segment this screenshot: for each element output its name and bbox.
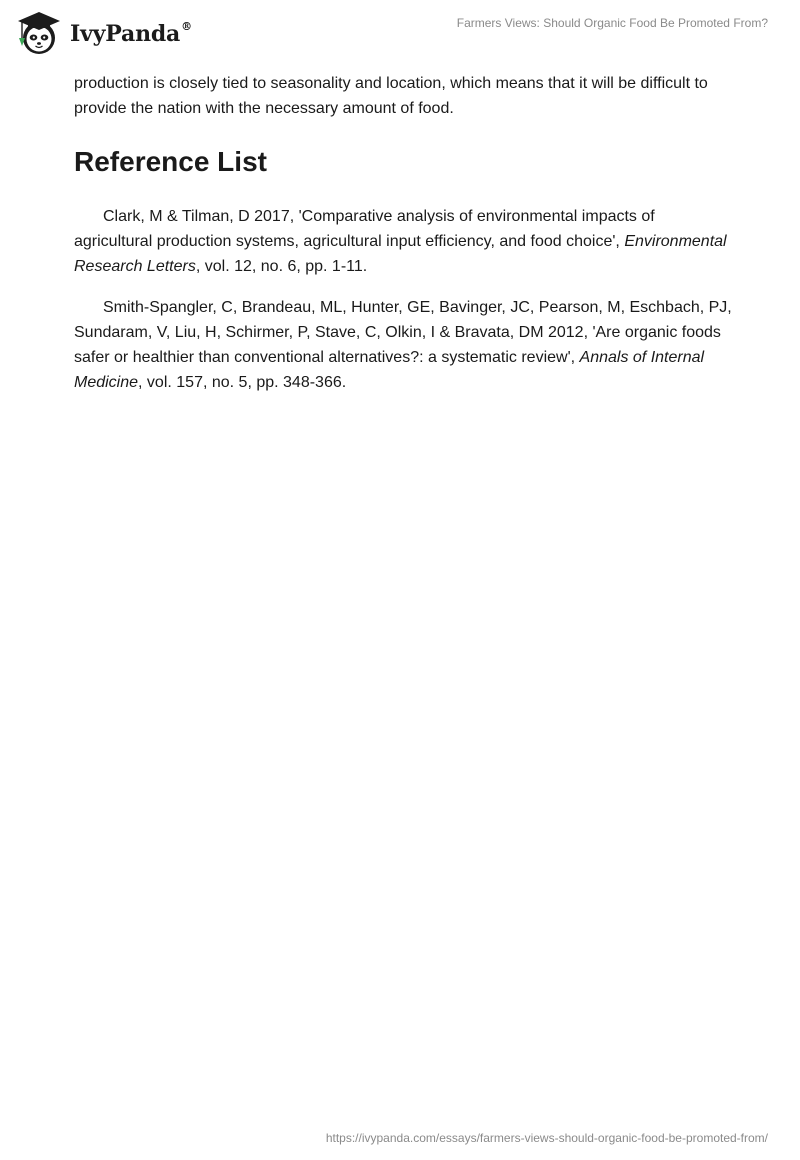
reference-list-heading: Reference List	[74, 146, 267, 177]
source-url[interactable]: https://ivypanda.com/essays/farmers-views-should-organic-food-be-promoted-from/	[325, 1131, 768, 1145]
reference-entry: Clark, M & Tilman, D 2017, 'Comparative analysis of environmental impacts of agricultural production systems, agricultural input efficiency, and food choice', Environmental Research Letters, vol. 12, no. 6, pp. 1-11.	[74, 208, 727, 275]
panda-graduation-cap-logo-icon	[14, 8, 64, 58]
document-body	[74, 71, 734, 395]
journal-title: Annals of Internal Medicine	[74, 349, 705, 391]
document-title: Farmers Views: Should Organic Food Be Promoted From?	[456, 16, 768, 30]
reference-entry: Smith-Spangler, C, Brandeau, ML, Hunter, GE, Bavinger, JC, Pearson, M, Eschbach, PJ, Sundaram, V, Liu, H, Schirmer, P, Stave, C, Olkin, I & Bravata, DM 2012, 'Are organic foods safer or healthier than conventional alternatives?: a systematic review', Annals of Internal Medicine, vol. 157, no. 5, pp. 348-366.	[74, 299, 732, 391]
continuation-paragraph: production is closely tied to seasonality and location, which means that it will be difficult to provide the nation with the necessary amount of food.	[74, 75, 708, 117]
journal-title: Environmental Research Letters	[74, 233, 727, 275]
ivypanda-logo[interactable]	[14, 8, 192, 58]
page-header	[0, 0, 800, 64]
brand-name: IvyPanda®	[70, 19, 192, 47]
